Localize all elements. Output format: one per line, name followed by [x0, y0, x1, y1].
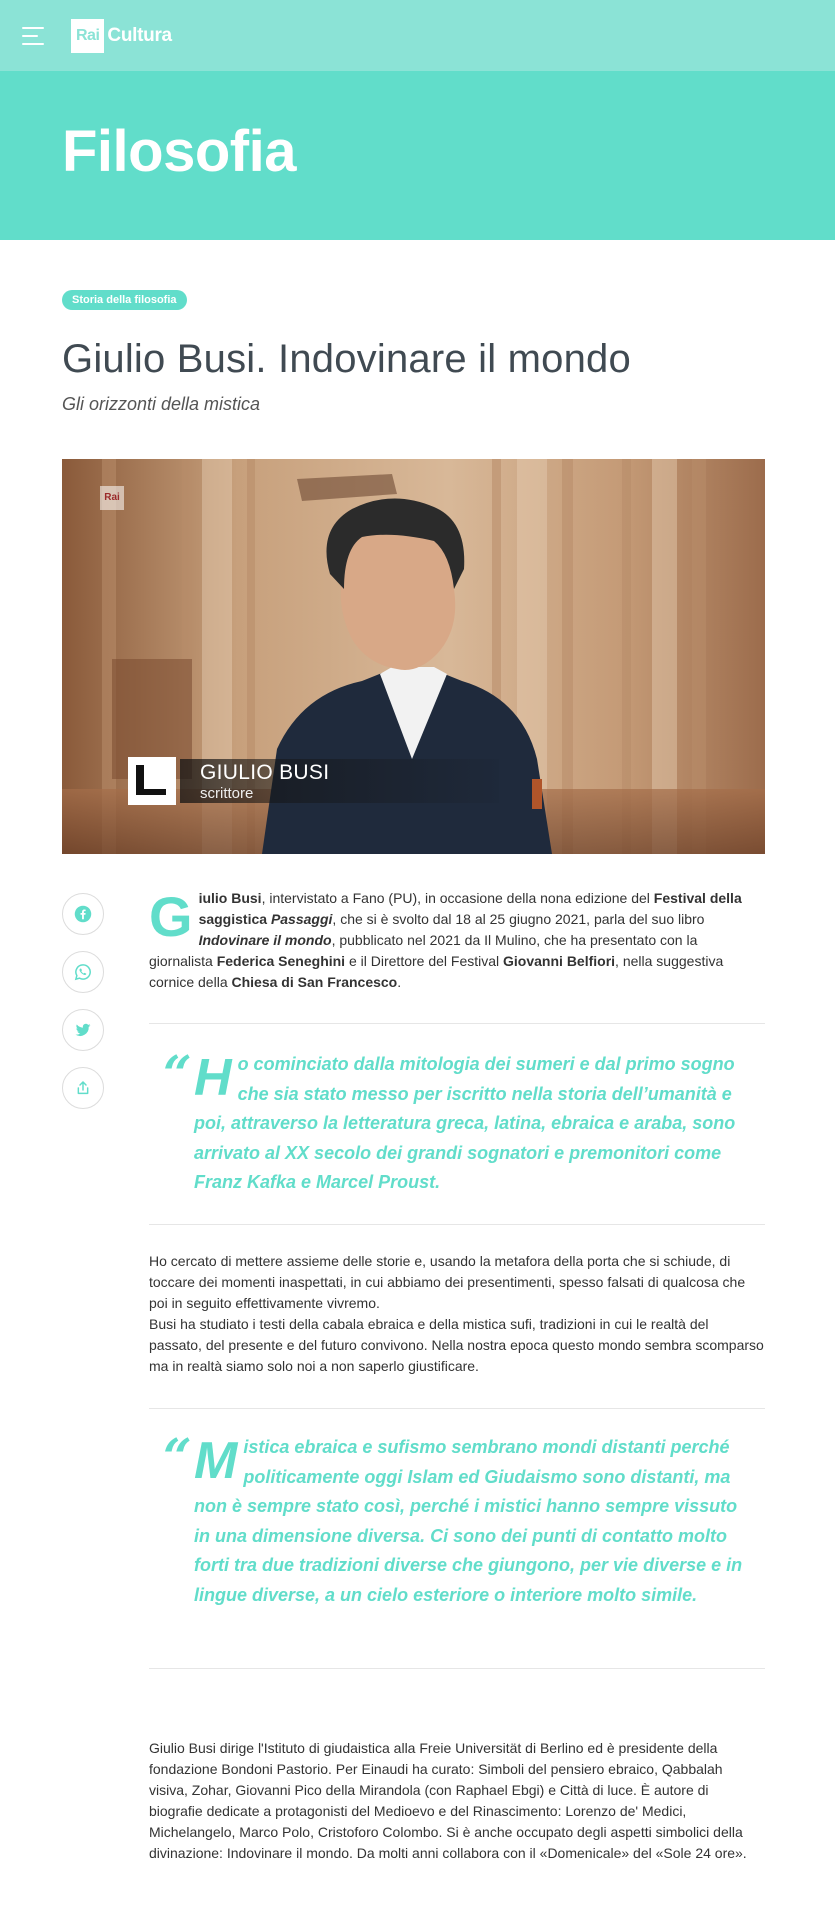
quote-1-dropcap: H — [194, 1049, 232, 1107]
whatsapp-icon — [74, 963, 92, 981]
intro-text-3: , pubblicato nel 2021 da Il Mulino, che ha presentato con la giornalista — [149, 932, 698, 969]
caption-band — [180, 759, 499, 803]
author-bio: Giulio Busi dirige l'Istituto di giudaistica alla Freie Universität di Berlino ed è presidente della fondazione Bondoni Pastorio. Per Einaudi ha curato: Simboli del pensiero ebraico, Qabbalah visiva, Zohar, Giovanni Pico della Mirandola (con Raphael Ebgi) e Città di luce. È autore di biografie dedicate a protagonisti del Medioevo e del Rinascimento: Lorenzo de' Medici, Michelangelo, Marco Polo, Cristoforo Colombo. Si è anche occupato degli aspetti simbolici della divinazione: Indovinare il mondo. Da molti anni collabora con il «Domenicale» del «Sole 24 ore». — [149, 1740, 747, 1861]
intro-text-2: , che si è svolto dal 18 al 25 giugno 2021, parla del suo libro — [332, 911, 705, 927]
intro-dropcap: G — [149, 885, 193, 948]
pull-quote-2 — [149, 1427, 765, 1643]
quote-2-text — [194, 1433, 754, 1610]
raicultura-logo[interactable] — [71, 19, 172, 53]
intro-text-1: , intervistato a Fano (PU), in occasione della nona edizione del — [261, 890, 654, 906]
quote-2-body: istica ebraica e sufismo sembrano mondi distanti perché politicamente oggi Islam ed Giudaismo sono distanti, ma non è sempre stato così, perché i mistici hanno sempre vissuto in una dimensione diversa. Ci sono dei punti di contatto molto forti tra due tradizioni diverse che giungono, per vie diverse e in lingue diverse, a un cielo esteriore o interiore molto simile. — [194, 1437, 743, 1605]
intro-paragraph — [149, 885, 765, 993]
pull-quote-1 — [149, 1044, 765, 1200]
share-facebook-button[interactable] — [62, 893, 104, 935]
body-paragraphs — [149, 1251, 765, 1377]
quote-mark-icon: “ — [163, 1044, 192, 1103]
logo-cultura-text: Cultura — [107, 25, 172, 46]
intro-festival: Festival della saggistica — [198, 890, 742, 927]
section-title: Filosofia — [62, 119, 296, 184]
share-whatsapp-button[interactable] — [62, 951, 104, 993]
logo-rai-text: Rai — [71, 19, 104, 53]
article-title: Giulio Busi. Indovinare il mondo — [62, 337, 631, 381]
video-player[interactable] — [62, 459, 765, 854]
top-bar — [0, 0, 835, 71]
caption-role: scrittore — [200, 785, 254, 802]
rai-channel-badge: Rai — [100, 486, 124, 510]
intro-church: Chiesa di San Francesco — [231, 974, 398, 990]
divider — [149, 1023, 765, 1024]
share-twitter-button[interactable] — [62, 1009, 104, 1051]
intro-journalist: Federica Seneghini — [216, 953, 346, 969]
video-caption — [128, 757, 499, 805]
intro-book-title: Indovinare il mondo — [198, 932, 332, 948]
caption-name: GIULIO BUSI — [200, 761, 330, 784]
divider — [149, 1224, 765, 1225]
intro-name: iulio Busi — [198, 890, 262, 906]
divider — [149, 1668, 765, 1669]
article-subtitle: Gli orizzonti della mistica — [62, 394, 261, 414]
divider — [149, 1408, 765, 1409]
quote-mark-icon: “ — [163, 1427, 192, 1486]
caption-logo-mark — [128, 757, 176, 805]
intro-text-4: e il Direttore del Festival — [345, 953, 504, 969]
intro-text-6: . — [397, 974, 402, 990]
facebook-icon — [74, 905, 92, 923]
body-paragraph-1: Ho cercato di mettere assieme delle storie e, usando la metafora della porta che si schiude, di toccare dei momenti inaspettati, in cui abbiamo dei presentimenti, spesso falsati di qualcosa che poi in seguito effettivamente vivremo. — [149, 1253, 746, 1311]
share-icon — [75, 1080, 91, 1096]
intro-director: Giovanni Belfiori — [503, 953, 616, 969]
section-hero — [0, 71, 835, 240]
quote-1-text — [194, 1050, 754, 1198]
hamburger-menu-icon[interactable] — [22, 26, 46, 46]
body-paragraph-2: Busi ha studiato i testi della cabala ebraica e della mistica sufi, tradizioni in cui le realtà del passato, del presente e del futuro convivono. Nella nostra epoca questo mondo sembra scomparso ma in realtà siamo solo noi a non saperlo giustificare. — [149, 1316, 764, 1374]
quote-1-body: o cominciato dalla mitologia dei sumeri e dal primo sogno che sia stato messo per iscritto nella storia dell’umanità e poi, attraverso la letteratura greca, latina, ebraica e araba, sono arrivato al XX secolo dei grandi sognatori e premonitori come Franz Kafka e Marcel Proust. — [194, 1054, 736, 1192]
intro-passaggi: Passaggi — [270, 911, 333, 927]
intro-text-5: , nella suggestiva cornice della — [149, 953, 724, 990]
twitter-icon — [74, 1021, 92, 1039]
share-generic-button[interactable] — [62, 1067, 104, 1109]
category-tag[interactable]: Storia della filosofia — [62, 290, 187, 310]
quote-2-dropcap: M — [194, 1432, 238, 1490]
